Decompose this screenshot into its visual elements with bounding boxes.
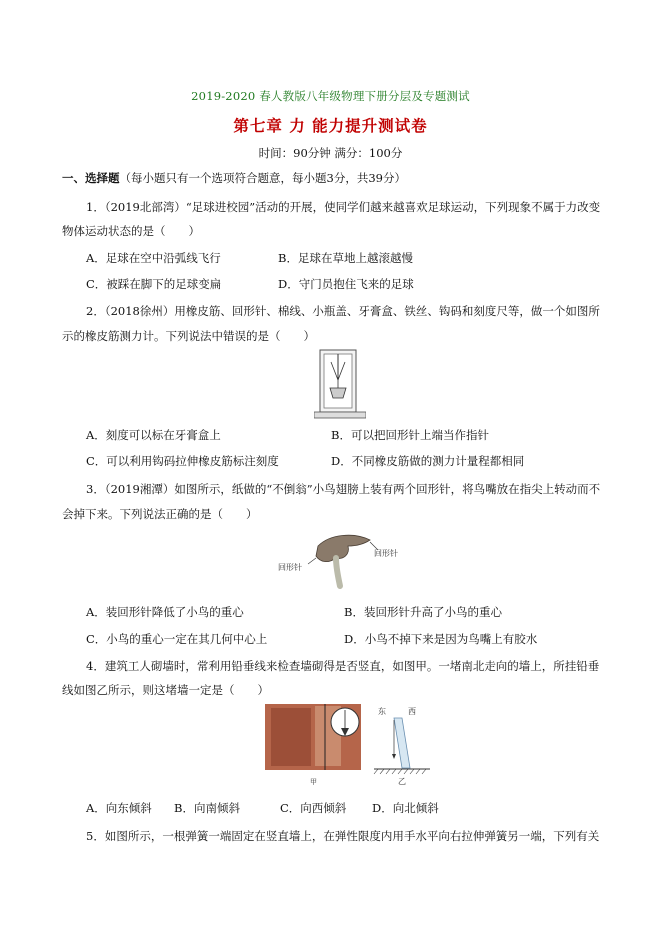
tumbler-bird-figure [278,528,398,590]
section-heading [62,170,406,186]
q2-option-b: B．可以把回形针上端当作指针 [331,428,489,442]
plumb-line-photo-jia [265,704,361,786]
q1-option-a: A．足球在空中沿弧线飞行 [86,251,221,265]
fig-label-yi: 乙 [398,777,406,786]
q5-stem-line1: 5．如图所示，一根弹簧一端固定在竖直墙上，在弹性限度内用手水平向右拉伸弹簧另一端，下列有关 [86,829,600,843]
exam-meta: 时间：90分钟 满分：100分 [258,146,403,160]
fig-label-clip-left: 回形针 [278,563,302,572]
q2-stem-line1: 2．（2018徐州）用橡皮筋、回形针、棉线、小瓶盖、牙膏盒、铁丝、钩码和刻度尺等，做一个如图所 [86,304,600,318]
fig-label-west: 西 [408,707,416,716]
rubber-band-dynamometer-figure [314,348,366,420]
q1-option-c: C．被踩在脚下的足球变扁 [86,277,222,291]
q1-option-b: B．足球在草地上越滚越慢 [278,251,413,265]
q3-stem-line2: 会掉下来。下列说法正确的是（ ） [62,507,258,521]
q2-stem-line2: 示的橡皮筋测力计。下列说法中错误的是（ ） [62,329,315,343]
page-title: 第七章 力 能力提升测试卷 [233,116,428,135]
q4-option-c: C．向西倾斜 [280,801,347,815]
q2-option-c: C．可以利用钩码拉伸橡皮筋标注刻度 [86,454,279,468]
q2-option-a: A．刻度可以标在牙膏盒上 [86,428,221,442]
q4-stem-line2: 线如图乙所示，则这堵墙一定是（ ） [62,683,269,697]
q4-option-d: D．向北倾斜 [372,801,439,815]
fig-label-jia: 甲 [310,778,317,786]
series-subtitle: 2019-2020 春人教版八年级物理下册分层及专题测试 [191,89,470,103]
q4-option-a: A．向东倾斜 [86,801,152,815]
q3-option-d: D．小鸟不掉下来是因为鸟嘴上有胶水 [344,632,538,646]
section-title: 一、选择题 [62,171,120,185]
fig-label-east: 东 [378,707,386,716]
q4-option-b: B．向南倾斜 [174,801,240,815]
q1-stem-line1: 1．（2019北部湾）“足球进校园”活动的开展，使同学们越来越喜欢足球运动，下列现象不属于力改变 [86,200,601,214]
q3-option-c: C．小鸟的重心一定在其几何中心上 [86,632,268,646]
q3-option-b: B．装回形针升高了小鸟的重心 [344,605,502,619]
q3-stem-line1: 3．（2019湘潭）如图所示，纸做的“不倒翁”小鸟翅膀上装有两个回形针，将鸟嘴放在指尖上转动而不 [86,482,601,496]
section-note: （每小题只有一个选项符合题意，每小题3分，共39分） [119,171,406,185]
q1-stem-line2: 物体运动状态的是（ ） [62,224,200,238]
q3-option-a: A．装回形针降低了小鸟的重心 [86,605,244,619]
q1-option-d: D．守门员抱住飞来的足球 [278,277,414,291]
q4-stem-line1: 4．建筑工人砌墙时，常利用铅垂线来检查墙砌得是否竖直，如图甲。一堵南北走向的墙上，所挂铅垂 [86,659,600,673]
q2-option-d: D．不同橡皮筋做的测力计量程都相同 [331,454,525,468]
fig-label-clip-right: 回形针 [374,549,398,558]
plumb-line-diagram-yi [370,704,434,786]
